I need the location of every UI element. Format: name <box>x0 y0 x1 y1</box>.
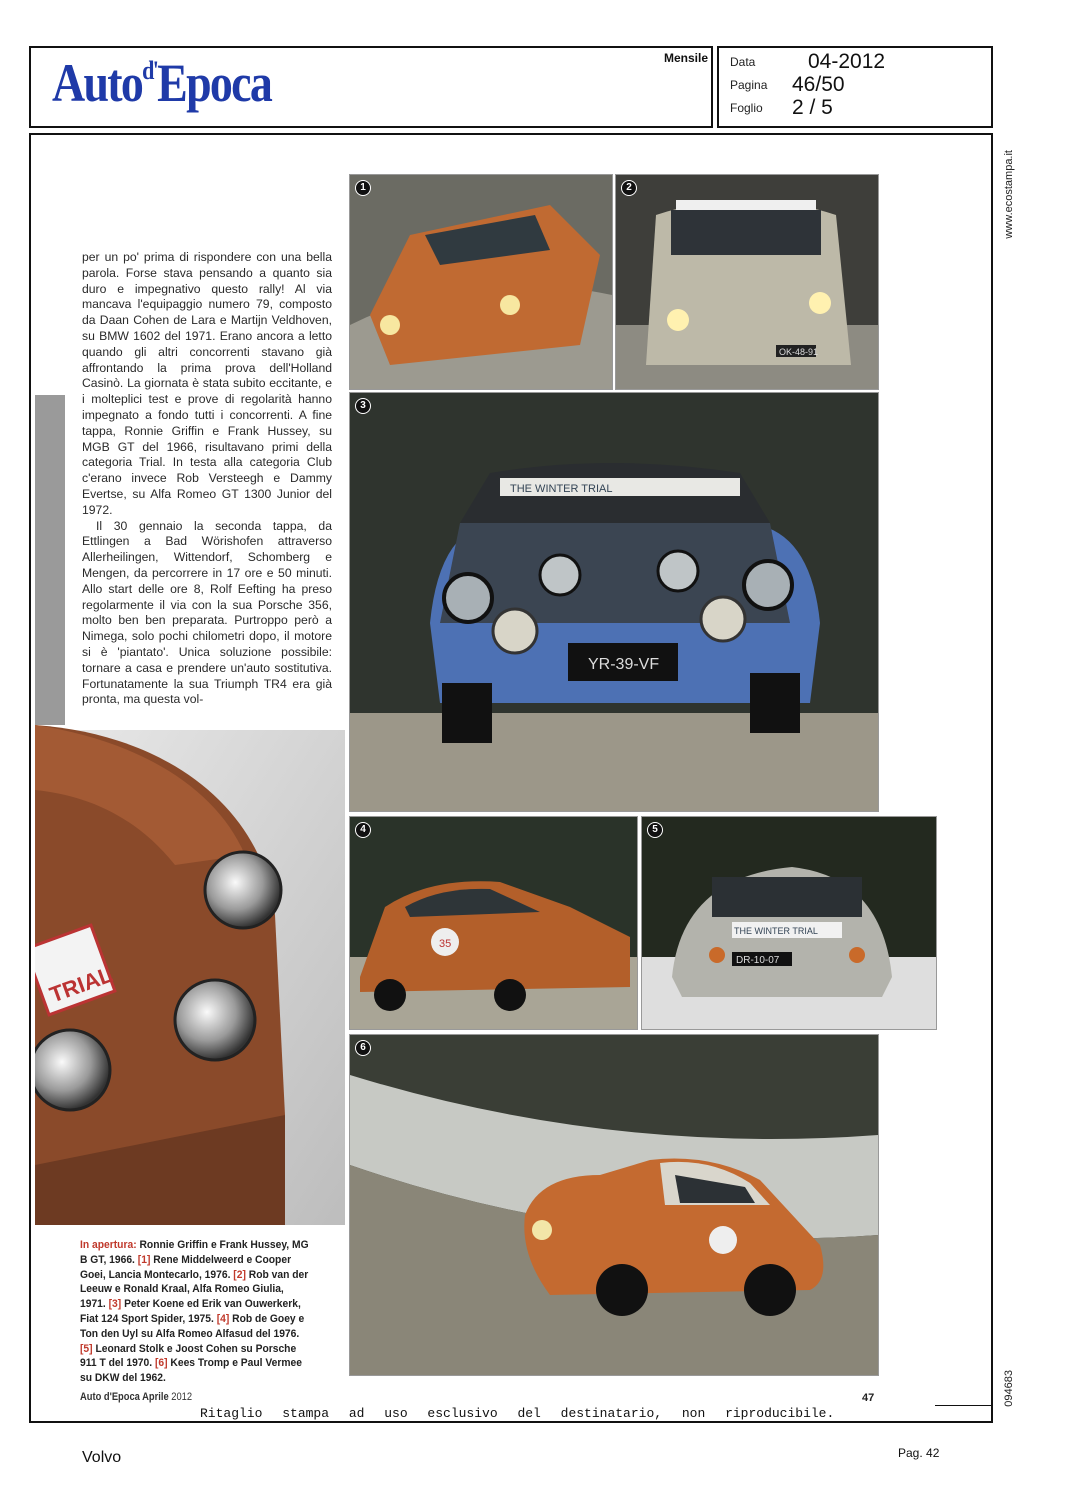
photo-3-banner: THE WINTER TRIAL <box>510 483 613 495</box>
magazine-footer: Auto d'Epoca Aprile 2012 <box>80 1391 193 1403</box>
foglio-label: Foglio <box>730 101 763 115</box>
copyright-notice: Ritaglio stampa ad uso esclusivo del destinatario, non riproducibile. <box>200 1406 835 1421</box>
photo-badge-4: 4 <box>355 822 371 838</box>
photo-caption: In apertura: Ronnie Griffin e Frank Hussey, MG B GT, 1966. [1] Rene Middelweerd e Cooper Goei, Lancia Montecarlo, 1976. [2] Rob van der Leeuw e Ronald Kraal, Alfa Romeo Giulia, 1971. [3] Peter Koene ed Erik van Ouwerkerk, Fiat 124 Sport Spider, 1975. [4] Rob de Goey e Ton den Uyl su Alfa Romeo Alfasud del 1976. [5] Leonard Stolk e Joost Cohen su Porsche 911 T del 1970. [6] Kees Tromp e Paul Vermee su DKW del 1962. <box>80 1239 309 1385</box>
data-label: Data <box>730 55 756 69</box>
data-value: 04-2012 <box>808 50 886 73</box>
photo-5-porsche-911 <box>641 816 937 1030</box>
plate-2: OK-48-91 <box>779 347 819 357</box>
pagina-value: 46/50 <box>792 73 845 96</box>
caption-lead: In apertura: <box>80 1239 137 1251</box>
trial-plate-text: TRIAL <box>46 961 116 1008</box>
photo-4-alfasud <box>349 816 638 1030</box>
side-code: 094683 <box>1003 1370 1015 1407</box>
pagina-label: Pagina <box>730 78 768 92</box>
plate-5: DR-10-07 <box>736 955 780 966</box>
article-body <box>82 250 332 708</box>
clipping-page: Pag. 42 <box>898 1446 940 1460</box>
footer-rule <box>935 1405 993 1406</box>
article-paragraph-1: per un po' prima di rispondere con una bella parola. Forse stava pensando a quanto sia duro e impegnativo questo rally! Al via mancava l'equipaggio numero 79, composto da Daan Cohen de Lara e Martijn Veldhoven, su BMW 1602 del 1971. Erano ancora a letto quando gli altri concorrenti stavano già affrontando la prima prova dell'Holland Casinò. La giornata è stata subito eccitante, e i molteplici test e prove di regolarità hanno impegnato a fondo tutti i concorrenti. A fine tappa, Ronnie Griffin e Frank Hussey, su MGB GT del 1966, risultavano primi della categoria Trial. In testa alla categoria Club c'erano invece Rob Versteegh e Dammy Evertse, su Alfa Romeo GT 1300 Junior del 1972. <box>82 250 332 517</box>
foglio-value: 2 / 5 <box>792 96 833 119</box>
article-paragraph-2: Il 30 gennaio la seconda tappa, da Ettlingen a Bad Wörishofen attraverso Allerheilingen, Wittendorf, Schomberg e Mengen, da percorrere in 17 ore e 50 minuti. Allo start delle ore 8, Rolf Eefting ha preso regolarmente il via con la sua Porsche 356, molto ben ben preparata. Purtroppo però a Nimega, solo pochi chilometri dopo, il motore si è 'piantato'. Unica soluzione possibile: tornare a casa e prendere un'auto sostitutiva. Fortunatamente la sua Triumph TR4 era già pronta, ma questa vol- <box>82 518 332 707</box>
photo-5-banner: THE WINTER TRIAL <box>734 926 818 936</box>
photo-6-dkw <box>349 1034 879 1376</box>
photo-badge-6: 6 <box>355 1040 371 1056</box>
photo-badge-1: 1 <box>355 180 371 196</box>
side-url: www.ecostampa.it <box>1003 150 1015 239</box>
photo-2-alfa-giulia <box>615 174 879 390</box>
photo-3-fiat-124 <box>349 392 879 812</box>
photo-badge-5: 5 <box>647 822 663 838</box>
magazine-logo: Auto$^{d'}$Epoca <box>52 53 272 113</box>
page-number: 47 <box>862 1392 875 1404</box>
photo-1-lancia <box>349 174 613 390</box>
frequency-label: Mensile <box>664 51 709 65</box>
photo-badge-3: 3 <box>355 398 371 414</box>
photo-badge-2: 2 <box>621 180 637 196</box>
client-name: Volvo <box>82 1449 122 1466</box>
photo-4-number: 35 <box>439 938 452 950</box>
plate-3: YR-39-VF <box>588 656 660 673</box>
